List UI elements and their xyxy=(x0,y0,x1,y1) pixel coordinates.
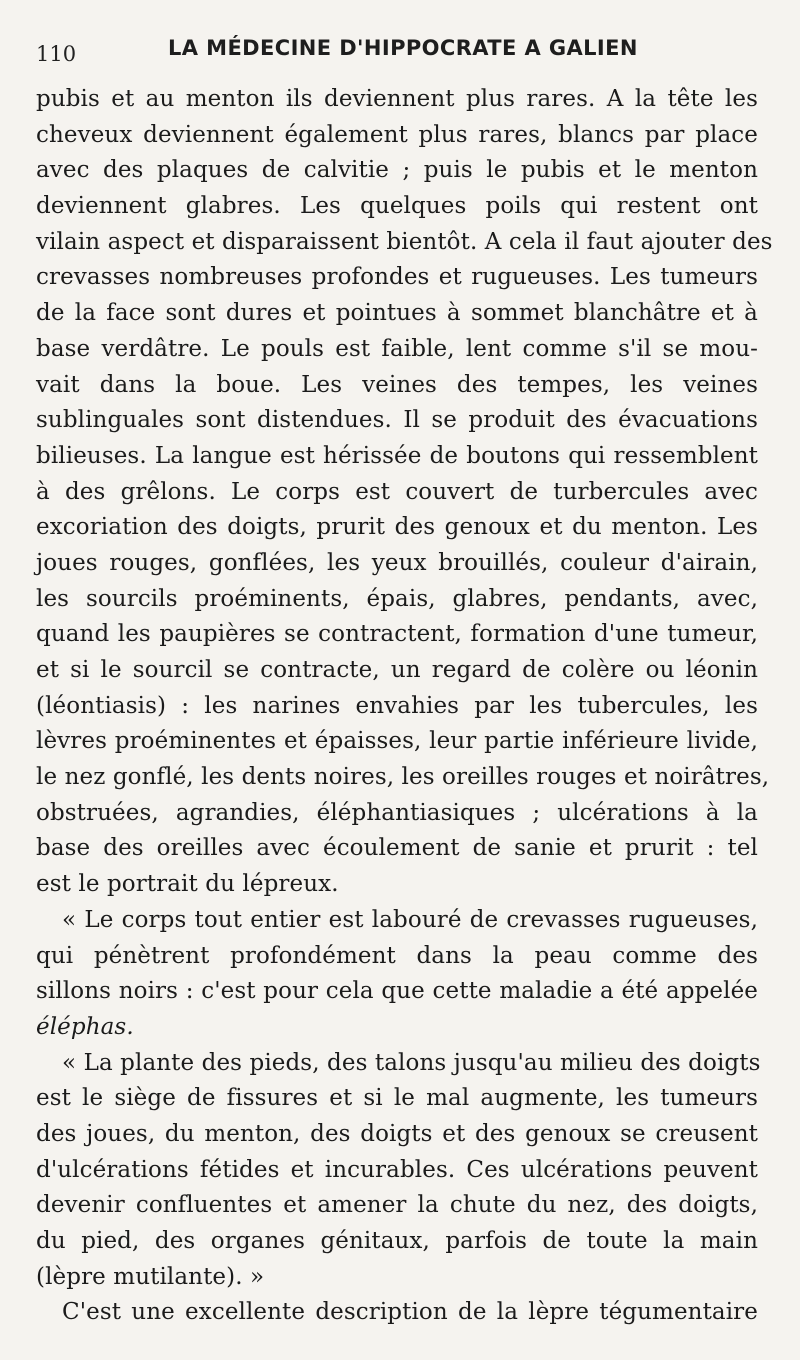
text-line: est le portrait du lépreux. xyxy=(36,871,339,898)
text-line: éléphas. xyxy=(36,1013,134,1040)
text-line: du pied, des organes génitaux, parfois de toute la main xyxy=(36,1228,758,1254)
text-line: vilain aspect et disparaissent bientôt. A cela il faut ajouter des xyxy=(36,228,773,255)
body-text xyxy=(36,82,773,1331)
text-line: pubis et au menton ils deviennent plus rares. A la tête les xyxy=(36,86,758,112)
text-line: base des oreilles avec écoulement de sanie et prurit : tel xyxy=(36,835,758,862)
text-line: et si le sourcil se contracte, un regard de colère ou léonin xyxy=(36,657,758,683)
text-line: sublinguales sont distendues. Il se produit des évacuations xyxy=(36,407,758,434)
text-line: d'ulcérations fétides et incurables. Ces ulcérations peuvent xyxy=(36,1156,758,1183)
text-line: obstruées, agrandies, éléphantiasiques ; ulcérations à la xyxy=(36,799,758,826)
text-line: de la face sont dures et pointues à sommet blanchâtre et à xyxy=(36,300,758,327)
text-line: à des grêlons. Le corps est couvert de turbercules avec xyxy=(36,478,758,505)
text-line: crevasses nombreuses profondes et rugueuses. Les tumeurs xyxy=(36,264,758,291)
text-line: qui pénètrent profondément dans la peau comme des xyxy=(36,942,758,969)
text-line: les sourcils proéminents, épais, glabres, pendants, avec, xyxy=(36,585,758,612)
text-line: « La plante des pieds, des talons jusqu'au milieu des doigts xyxy=(62,1049,761,1076)
text-line: sillons noirs : c'est pour cela que cette maladie a été appelée xyxy=(36,978,758,1005)
text-line: « Le corps tout entier est labouré de crevasses rugueuses, xyxy=(62,906,758,933)
text-line: devenir confluentes et amener la chute du nez, des doigts, xyxy=(36,1192,758,1219)
text-line: base verdâtre. Le pouls est faible, lent comme s'il se mou- xyxy=(36,335,758,362)
text-line: excoriation des doigts, prurit des genoux et du menton. Les xyxy=(36,514,758,541)
text-line: cheveux deviennent également plus rares, blancs par place xyxy=(36,121,758,148)
text-line: (lèpre mutilante). » xyxy=(36,1263,265,1290)
running-title: LA MÉDECINE D'HIPPOCRATE A GALIEN xyxy=(168,36,638,60)
text-line: vait dans la boue. Les veines des tempes, les veines xyxy=(36,371,758,398)
text-line: joues rouges, gonflées, les yeux brouillés, couleur d'airain, xyxy=(36,549,758,576)
text-line: avec des plaques de calvitie ; puis le pubis et le menton xyxy=(36,157,758,184)
text-line: est le siège de fissures et si le mal augmente, les tumeurs xyxy=(36,1085,758,1112)
text-line: lèvres proéminentes et épaisses, leur partie inférieure livide, xyxy=(36,728,758,755)
text-line: deviennent glabres. Les quelques poils qui restent ont xyxy=(36,193,758,220)
text-line: quand les paupières se contractent, formation d'une tumeur, xyxy=(36,621,758,648)
text-line: (léontiasis) : les narines envahies par les tubercules, les xyxy=(36,692,758,719)
text-line: des joues, du menton, des doigts et des genoux se creusent xyxy=(36,1120,758,1147)
text-line: bilieuses. La langue est hérissée de boutons qui ressemblent xyxy=(36,442,758,469)
text-line: C'est une excellente description de la lèpre tégumentaire xyxy=(62,1299,758,1326)
text-line: le nez gonflé, les dents noires, les oreilles rouges et noirâtres, xyxy=(36,764,770,791)
page-header xyxy=(36,34,760,74)
page-number: 110 xyxy=(36,42,77,66)
